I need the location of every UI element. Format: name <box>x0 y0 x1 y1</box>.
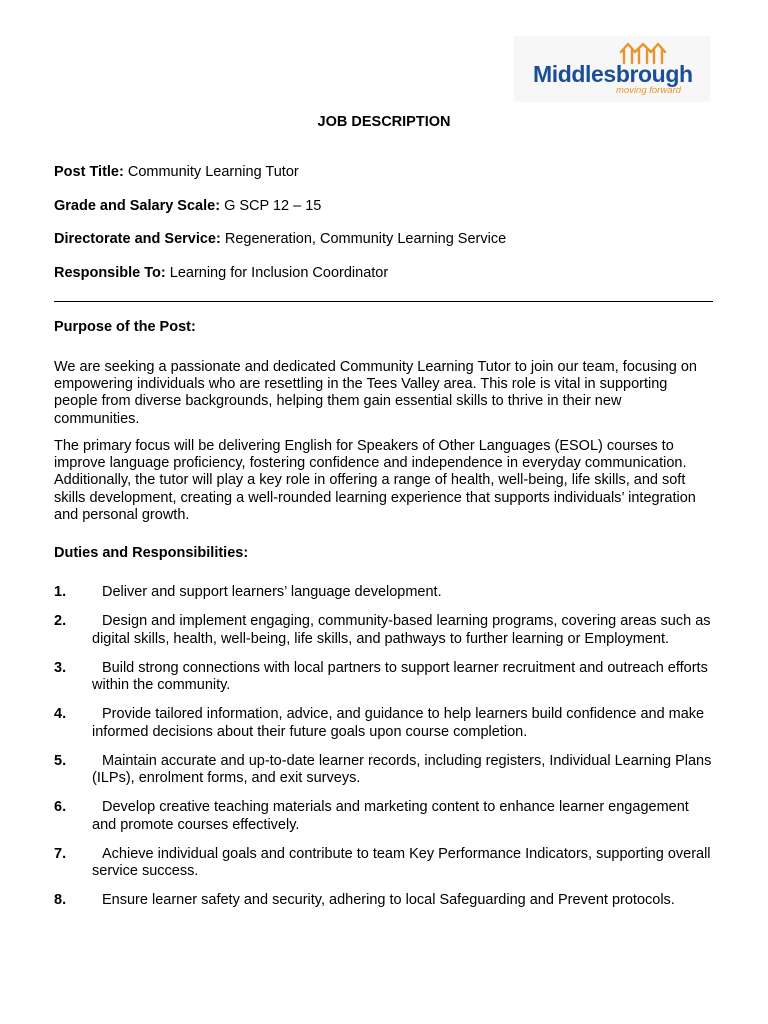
duty-number: 6. <box>54 799 67 816</box>
field-value: Learning for Inclusion Coordinator <box>169 265 389 281</box>
directorate-field <box>54 231 506 247</box>
duty-item <box>54 706 714 740</box>
duty-text: Deliver and support learners’ language development. <box>102 584 442 600</box>
purpose-heading: Purpose of the Post: <box>54 319 196 335</box>
purpose-paragraph: The primary focus will be delivering English for Speakers of Other Languages (ESOL) courses to improve language proficiency, fostering confidence and independence in everyday communication. Additionally, the tutor will play a key role in offering a range of health, well-being, life skills, and soft skills development, creating a well-rounded learning experience that supports individuals’ integration and personal growth. <box>54 438 696 523</box>
field-label: Directorate and Service: <box>54 231 221 247</box>
duty-number: 4. <box>54 706 67 723</box>
purpose-paragraph: We are seeking a passionate and dedicated Community Learning Tutor to join our team, focusing on empowering individuals who are resettling in the Tees Valley area. This role is vital in supporting people from diverse backgrounds, helping them gain essential skills to thrive in their new communities. <box>54 359 697 427</box>
logo-wordmark: Middlesbrough <box>533 61 693 87</box>
duty-text: Develop creative teaching materials and marketing content to enhance learner engagement and promote courses effectively. <box>92 799 689 833</box>
duty-text: Build strong connections with local partners to support learner recruitment and outreach efforts within the community. <box>92 659 708 693</box>
duty-text: Ensure learner safety and security, adhering to local Safeguarding and Prevent protocols. <box>102 892 675 909</box>
duties-list <box>54 584 714 922</box>
section-divider <box>54 301 713 302</box>
duty-number: 8. <box>54 892 67 909</box>
field-label: Post Title: <box>54 164 124 180</box>
duty-number: 3. <box>54 659 67 676</box>
duty-number: 1. <box>54 584 67 600</box>
duty-text: Maintain accurate and up-to-date learner records, including registers, Individual Learning Plans (ILPs), enrolment forms, and exit surveys. <box>92 752 712 786</box>
document-title: JOB DESCRIPTION <box>317 114 451 130</box>
logo-tagline: moving forward <box>616 85 681 96</box>
duty-item <box>54 660 714 694</box>
field-value: Community Learning Tutor <box>127 164 299 180</box>
duty-number: 2. <box>54 613 67 630</box>
duty-item <box>54 613 714 647</box>
responsible-to-field <box>54 265 388 281</box>
field-value: Regeneration, Community Learning Service <box>224 231 507 247</box>
duty-number: 5. <box>54 752 67 769</box>
duty-item <box>54 799 714 833</box>
duty-item <box>54 892 714 909</box>
duties-heading: Duties and Responsibilities: <box>54 545 249 561</box>
duty-item <box>54 846 714 880</box>
post-title-field <box>54 164 299 180</box>
duty-item <box>54 753 714 787</box>
council-logo <box>514 36 710 102</box>
duty-item <box>54 584 714 601</box>
grade-salary-field <box>54 198 321 214</box>
duty-text: Design and implement engaging, community-based learning programs, covering areas such as digital skills, health, well-being, life skills, and pathways to further learning or Employment. <box>92 613 711 647</box>
duty-text: Provide tailored information, advice, and guidance to help learners build confidence and make informed decisions about their future goals upon course completion. <box>92 706 705 740</box>
field-label: Grade and Salary Scale: <box>54 198 221 214</box>
field-value: G SCP 12 – 15 <box>224 198 322 214</box>
duty-number: 7. <box>54 845 67 862</box>
field-label: Responsible To: <box>54 265 166 281</box>
duty-text: Achieve individual goals and contribute to team Key Performance Indicators, supporting overall service success. <box>92 845 711 879</box>
